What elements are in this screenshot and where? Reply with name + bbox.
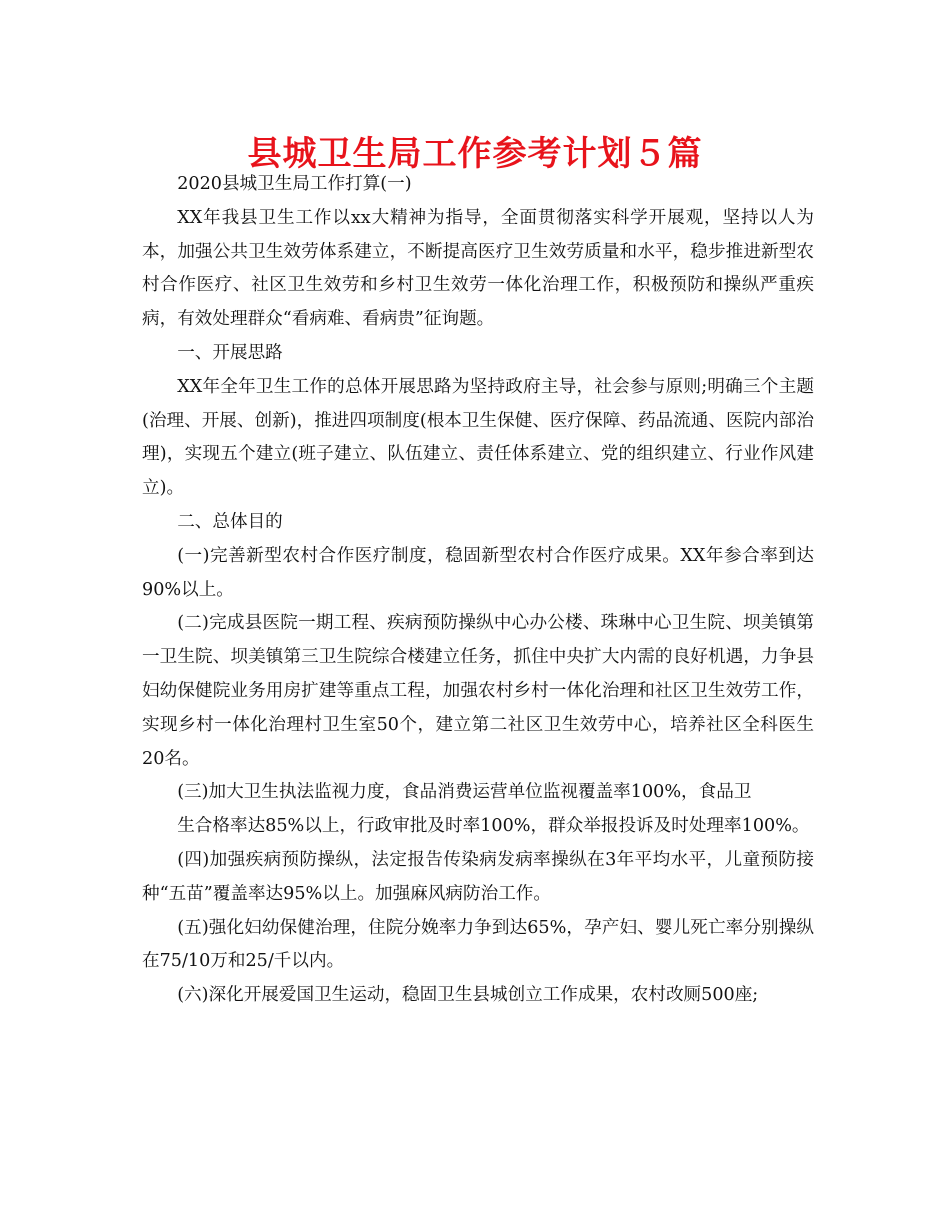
paragraph-approach: XX年全年卫生工作的总体开展思路为坚持政府主导，社会参与原则;明确三个主题(治理、开展、创新)，推进四项制度(根本卫生保健、医疗保障、药品流通、医院内部治理)，实现五个建立(班子建立、队伍建立、责任体系建立、党的组织建立、行业作风建立)。 xyxy=(142,376,814,499)
paragraph-goal-4: (四)加强疾病预防操纵，法定报告传染病发病率操纵在3年平均水平，儿童预防接种“五苗”覆盖率达95%以上。加强麻风病防治工作。 xyxy=(142,849,814,904)
paragraph-goal-6: (六)深化开展爱国卫生运动，稳固卫生县城创立工作成果，农村改厕500座; xyxy=(177,985,759,1006)
paragraph-goal-3-cont: 生合格率达85%以上，行政审批及时率100%，群众举报投诉及时处理率100%。 xyxy=(177,816,810,837)
section-heading-1: 一、开展思路 xyxy=(177,342,283,363)
document-title: 县城卫生局工作参考计划５篇 xyxy=(247,134,703,174)
paragraph-goal-5: (五)强化妇幼保健治理，住院分娩率力争到达65%，孕产妇、婴儿死亡率分别操纵在75/10万和25/千以内。 xyxy=(142,917,814,972)
paragraph-goal-1: (一)完善新型农村合作医疗制度，稳固新型农村合作医疗成果。XX年参合率到达90%以上。 xyxy=(142,545,814,600)
section-heading-2: 二、总体目的 xyxy=(177,511,283,532)
paragraph-goal-3: (三)加大卫生执法监视力度，食品消费运营单位监视覆盖率100%，食品卫 xyxy=(177,782,752,803)
paragraph-subtitle: 2020县城卫生局工作打算(一) xyxy=(177,174,412,194)
paragraph-goal-2: (二)完成县医院一期工程、疾病预防操纵中心办公楼、珠琳中心卫生院、坝美镇第一卫生院、坝美镇第三卫生院综合楼建立任务，抓住中央扩大内需的良好机遇，力争县妇幼保健院业务用房扩建等重点工程，加强农村乡村一体化治理和社区卫生效劳工作，实现乡村一体化治理村卫生室50个，建立第二社区卫生效劳中心，培养社区全科医生20名。 xyxy=(142,613,814,769)
paragraph-intro: XX年我县卫生工作以xx大精神为指导，全面贯彻落实科学开展观，坚持以人为本，加强公共卫生效劳体系建立，不断提高医疗卫生效劳质量和水平，稳步推进新型农村合作医疗、社区卫生效劳和乡村卫生效劳一体化治理工作，积极预防和操纵严重疾病，有效处理群众“看病难、看病贵”征询题。 xyxy=(142,207,814,330)
document-body xyxy=(142,168,814,1013)
